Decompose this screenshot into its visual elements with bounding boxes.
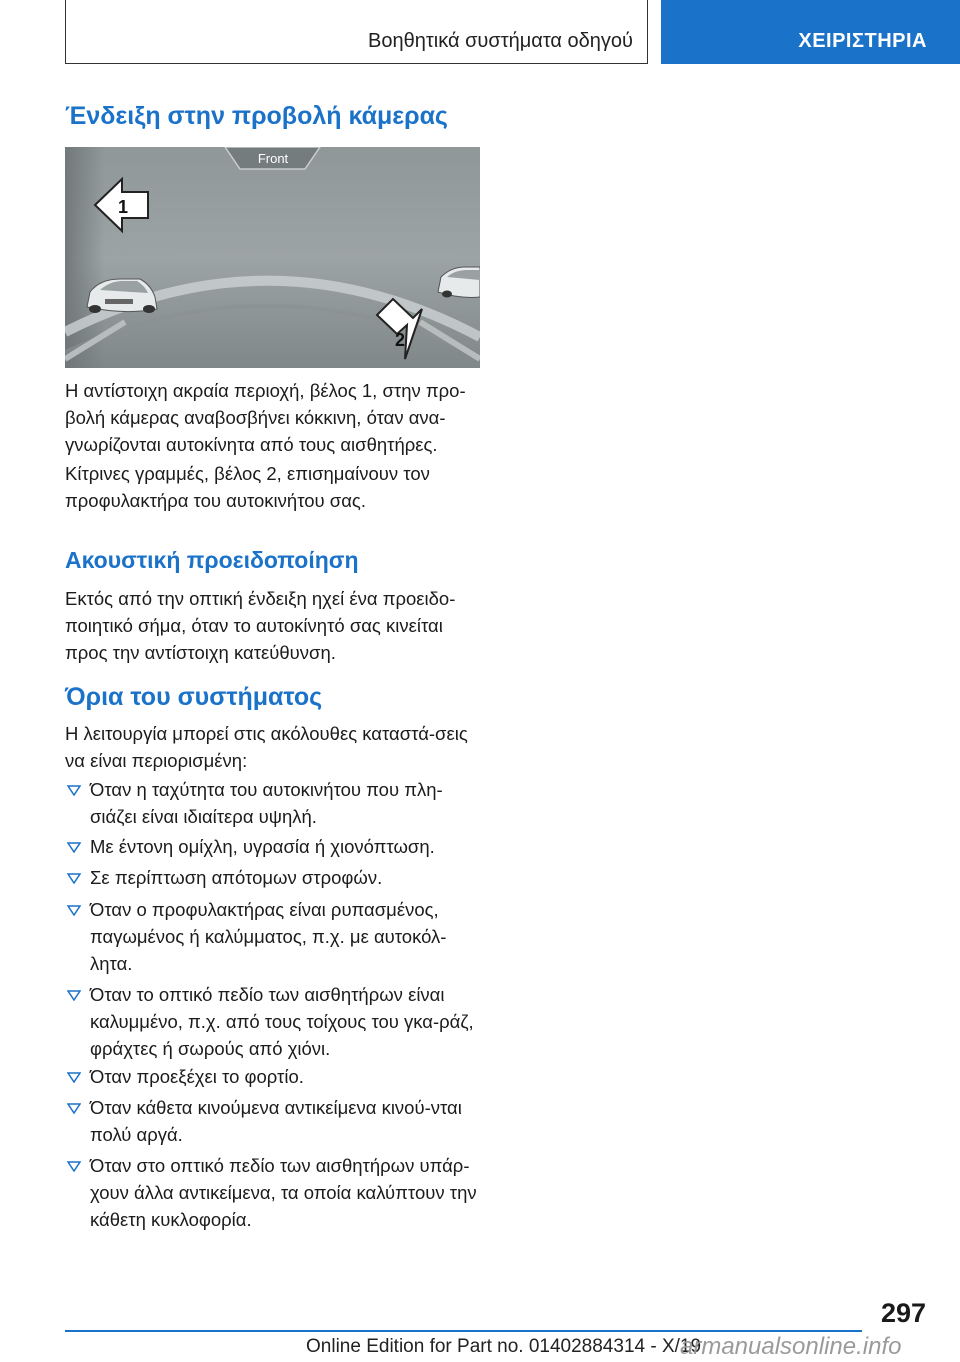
triangle-bullet-icon xyxy=(67,1103,81,1114)
list-item xyxy=(65,1152,481,1233)
arrow-2-label: 2 xyxy=(394,330,406,350)
triangle-bullet-icon xyxy=(67,990,81,1001)
watermark-text: armanualsonline.info xyxy=(680,1333,902,1360)
list-item xyxy=(65,776,481,830)
front-label: Front xyxy=(257,151,289,166)
para-acoustic: Εκτός από την οπτική ένδειξη ηχεί ένα προειδο-ποιητικό σήμα, όταν το αυτοκίνητό σας κινείται προς την αντίστοιχη κατεύθυνση. xyxy=(65,588,456,663)
camera-view-figure xyxy=(65,147,480,368)
list-item xyxy=(65,981,481,1062)
camera-view-illustration xyxy=(65,147,480,368)
list-item xyxy=(65,864,481,891)
header-chapter-tab xyxy=(661,0,960,64)
list-item-text: Όταν στο οπτικό πεδίο των αισθητήρων υπάρ-χουν άλλα αντικείμενα, τα οποία καλύπτουν την κάθετη κυκλοφορία. xyxy=(90,1155,477,1230)
triangle-bullet-icon xyxy=(67,873,81,884)
heading-system-limits: Όρια του συστήματος xyxy=(65,683,323,711)
list-item xyxy=(65,1063,481,1090)
triangle-bullet-icon xyxy=(67,1072,81,1083)
triangle-bullet-icon xyxy=(67,842,81,853)
arrow-1-label: 1 xyxy=(117,197,129,217)
heading-acoustic-warning: Ακουστική προειδοποίηση xyxy=(65,547,359,573)
triangle-bullet-icon xyxy=(67,905,81,916)
list-item xyxy=(65,1094,481,1148)
footer-edition-text: Online Edition for Part no. 01402884314 - X/19 xyxy=(306,1336,702,1357)
list-item-text: Όταν το οπτικό πεδίο των αισθητήρων είναι καλυμμένο, π.χ. από τους τοίχους του γκα-ράζ, φράχτες ή σωρούς από χιόνι. xyxy=(90,984,474,1059)
list-item xyxy=(65,833,481,860)
header-section-box xyxy=(65,0,648,64)
header-section-title: Βοηθητικά συστήματα οδηγού xyxy=(368,30,633,52)
list-item-text: Σε περίπτωση απότομων στροφών. xyxy=(90,867,383,888)
para-limits-intro: Η λειτουργία μπορεί στις ακόλουθες καταστά-σεις να είναι περιορισμένη: xyxy=(65,723,468,771)
list-item-text: Με έντονη ομίχλη, υγρασία ή χιονόπτωση. xyxy=(90,836,435,857)
list-item-text: Όταν κάθετα κινούμενα αντικείμενα κινού-νται πολύ αργά. xyxy=(90,1097,462,1145)
para-camera-2: Κίτρινες γραμμές, βέλος 2, επισημαίνουν τον προφυλακτήρα του αυτοκινήτου σας. xyxy=(65,463,430,511)
list-item xyxy=(65,896,481,977)
list-item-text: Όταν η ταχύτητα του αυτοκινήτου που πλη-σιάζει είναι ιδιαίτερα υψηλή. xyxy=(90,779,443,827)
page-number: 297 xyxy=(880,1298,926,1328)
para-camera-1: Η αντίστοιχη ακραία περιοχή, βέλος 1, στην προ-βολή κάμερας αναβοσβήνει κόκκινη, όταν ανα-γνωρίζονται αυτοκίνητα από τους αισθητήρες. xyxy=(65,380,466,455)
list-item-text: Όταν ο προφυλακτήρας είναι ρυπασμένος, παγωμένος ή καλύμματος, π.χ. με αυτοκόλ-λητα. xyxy=(90,899,447,974)
triangle-bullet-icon xyxy=(67,1161,81,1172)
header-chapter-label: ΧΕΙΡΙΣΤΗΡΙΑ xyxy=(798,30,927,52)
list-item-text: Όταν προεξέχει το φορτίο. xyxy=(90,1066,304,1087)
heading-camera-view: Ένδειξη στην προβολή κάμερας xyxy=(65,102,448,130)
triangle-bullet-icon xyxy=(67,785,81,796)
footer-divider xyxy=(65,1330,862,1332)
